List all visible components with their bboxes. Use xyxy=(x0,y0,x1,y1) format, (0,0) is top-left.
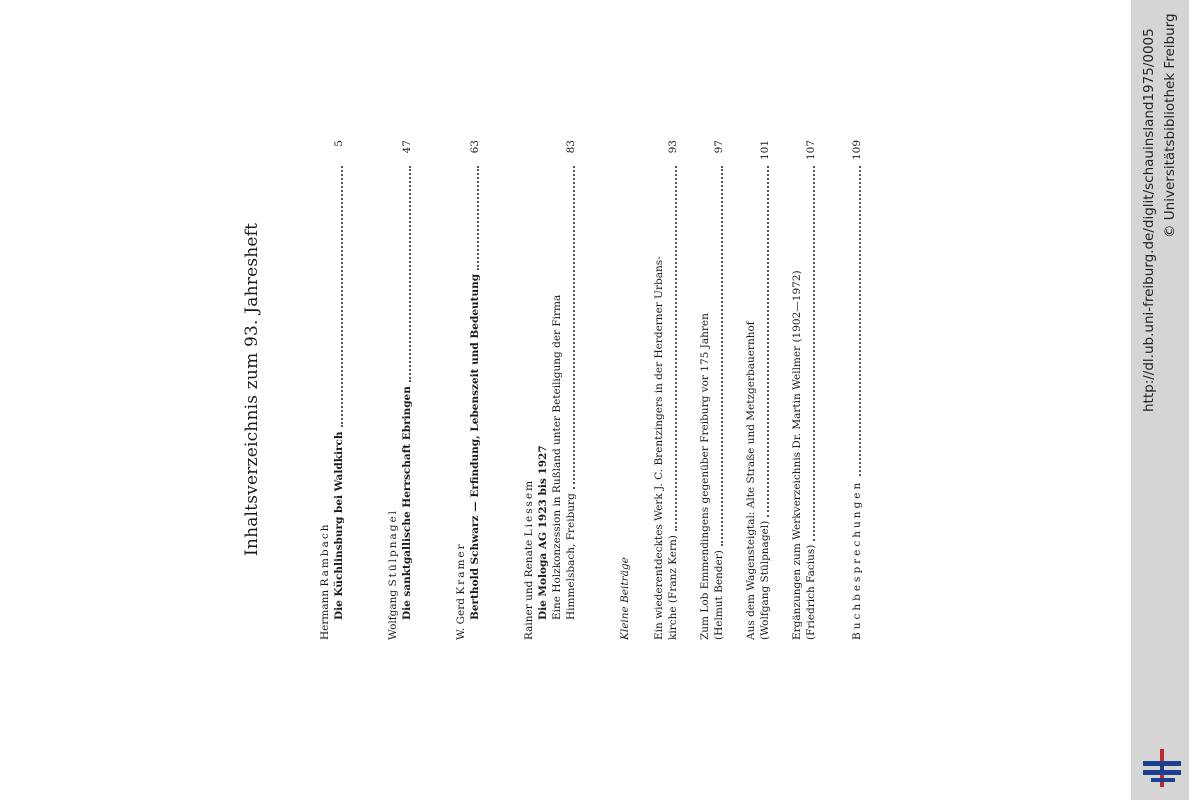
contribution-title: Zum Lob Emmendingens gegenüber Freiburg vor 175 Jahren xyxy=(699,313,711,640)
author-given-name: Hermann xyxy=(319,589,331,640)
toc-entry xyxy=(850,140,864,640)
leader-dots xyxy=(766,166,769,517)
copyright-notice: © Universitätsbibliothek Freiburg xyxy=(1162,13,1178,238)
sidebar xyxy=(1131,0,1189,800)
toc-row xyxy=(666,140,680,640)
toc-entry xyxy=(652,140,680,640)
author-line xyxy=(386,140,400,640)
leader-dots xyxy=(476,166,479,270)
leader-dots xyxy=(858,166,861,476)
page-number: 109 xyxy=(851,140,863,161)
page-title: Inhaltsverzeichnis zum 93. Jahresheft xyxy=(242,222,262,556)
reviews-label: Buchbesprechungen xyxy=(851,479,863,640)
article-title: Die Küchlinsburg bei Waldkirch xyxy=(333,431,345,620)
author-surname: Rambach xyxy=(319,522,331,587)
toc-row xyxy=(850,140,864,640)
toc-row xyxy=(468,140,482,640)
author-line xyxy=(454,140,468,640)
article-subtitle: Eine Holzkonzession in Rußland unter Beteiligung der Firma xyxy=(551,294,563,620)
leader-dots xyxy=(812,166,815,541)
author-line xyxy=(318,140,332,640)
author-surname: Liessem xyxy=(523,478,535,537)
toc-entry xyxy=(698,140,726,640)
section-heading: Kleine Beiträge xyxy=(619,557,631,640)
contribution-author: (Wolfgang Stülpnagel) xyxy=(759,520,771,640)
author-line xyxy=(522,140,536,640)
toc-entry xyxy=(454,140,482,640)
contribution-author: kirche (Franz Kern) xyxy=(667,535,679,640)
leader-dots xyxy=(720,166,723,546)
source-url[interactable]: http://dl.ub.uni-freiburg.de/diglit/schauinsland1975/0005 xyxy=(1141,28,1157,412)
page-number: 93 xyxy=(667,140,679,154)
leader-dots xyxy=(340,166,343,427)
page-number: 107 xyxy=(805,140,817,161)
contribution-author: (Friedrich Facius) xyxy=(805,544,817,640)
toc-row xyxy=(564,140,578,640)
page-number: 47 xyxy=(401,140,413,154)
library-logo-icon xyxy=(1141,747,1183,789)
author-surname: Kramer xyxy=(455,542,467,595)
page-number: 97 xyxy=(713,140,725,154)
author-given-name: Rainer und Renate xyxy=(523,539,535,640)
page-number: 5 xyxy=(333,140,345,147)
contribution-title: Aus dem Wagensteigtal: Alte Straße und Metzgerbauernhof xyxy=(745,321,757,640)
author-given-name: Wolfgang xyxy=(387,589,399,640)
toc-row xyxy=(804,140,818,640)
toc-entry xyxy=(790,140,818,640)
toc-entry xyxy=(318,140,346,640)
page-number: 83 xyxy=(565,140,577,154)
contribution-author: (Helmut Bender) xyxy=(713,550,725,640)
page-number: 63 xyxy=(469,140,481,154)
author-surname: Stülpnagel xyxy=(387,508,399,587)
page-number: 101 xyxy=(759,140,771,161)
leader-dots xyxy=(674,166,677,531)
contribution-title: Ein wiederentdecktes Werk J. C. Brentzingers in der Herderner Urbans- xyxy=(653,256,665,640)
article-title: Die sanktgallische Herrschaft Ebringen xyxy=(401,386,413,620)
toc-row xyxy=(758,140,772,640)
toc-entry xyxy=(522,140,578,640)
toc-entry xyxy=(386,140,414,640)
toc-row xyxy=(712,140,726,640)
article-title: Berthold Schwarz — Erfindung, Lebenszeit und Bedeutung xyxy=(469,273,481,620)
author-given-name: W. Gerd xyxy=(455,598,467,640)
toc-entry xyxy=(744,140,772,640)
leader-dots xyxy=(572,166,575,489)
document-page xyxy=(240,140,890,800)
toc-row xyxy=(400,140,414,640)
contribution-title: Ergänzungen zum Werkverzeichnis Dr. Martin Wellmer (1902—1972) xyxy=(791,270,803,640)
leader-dots xyxy=(408,166,411,382)
article-subtitle: Himmelsbach, Freiburg xyxy=(565,493,577,620)
toc-row xyxy=(332,140,346,640)
article-title: Die Mologa AG 1923 bis 1927 xyxy=(537,445,549,620)
